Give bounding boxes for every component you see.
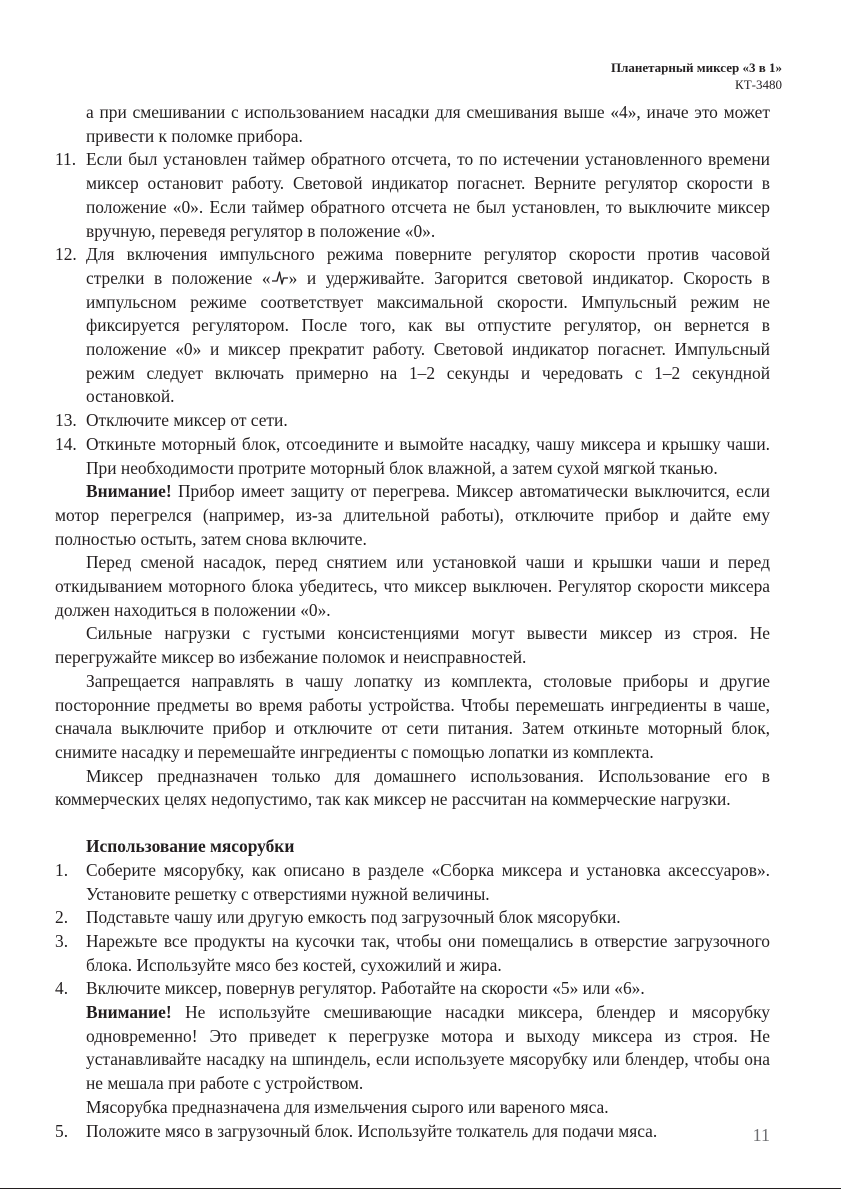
header-model: КТ-3480 <box>735 77 782 92</box>
mincer-purpose: Мясорубка предназначена для измельчения сырого или вареного мяса. <box>86 1096 609 1117</box>
item-number: 14. <box>55 433 77 454</box>
warning-label: Внимание! <box>86 1002 172 1023</box>
page-content <box>55 101 770 1143</box>
paragraph-spatula: Запрещается направлять в чашу лопатку из комплекта, столовые приборы и другие посторонние предметы во время работы устройства. Чтобы перемешать ингредиенты в чаше, сначала выключите прибор и отключите от сети питания. Затем откиньте моторный блок, снимите насадку и перемешайте ингредиенты с помощью лопатки из комплекта. <box>55 670 770 762</box>
mincer-item-5 <box>55 1120 770 1144</box>
item-text: Подставьте чашу или другую емкость под загрузочный блок мясорубки. <box>86 907 621 928</box>
item-number: 1. <box>55 859 69 880</box>
item-text: Нарежьте все продукты на кусочки так, чтобы они помещались в отверстие загрузочного блока. Используйте мясо без костей, сухожилий и жира. <box>86 930 770 975</box>
mincer-item-4 <box>55 977 770 1001</box>
item-text: Отключите миксер от сети. <box>86 410 288 431</box>
warning-label: Внимание! <box>86 481 172 502</box>
running-header <box>611 59 782 93</box>
mincer-item-1 <box>55 859 770 906</box>
item-text: Положите мясо в загрузочный блок. Используйте толкатель для подачи мяса. <box>86 1120 658 1141</box>
list-item-13 <box>55 409 770 433</box>
section-heading-mincer: Использование мясорубки <box>86 836 295 857</box>
list-item-11 <box>55 148 770 243</box>
page-number: 11 <box>752 1125 770 1145</box>
list-item-12 <box>55 243 770 409</box>
warning-text: Не используйте смешивающие насадки миксера, блендер и мясорубку одновременно! Это приведет к перегрузке мотора и выходу миксера из строя. Не устанавливайте насадку на шпиндель, если используете мясорубку или блендер, чтобы она не мешала при работе с устройством. <box>86 1002 770 1094</box>
item-text <box>86 243 770 409</box>
item-text: Включите миксер, повернув регулятор. Работайте на скорости «5» или «6». <box>86 978 645 999</box>
item-number: 2. <box>55 907 69 928</box>
mincer-item-2 <box>55 906 770 930</box>
paragraph-change-attachments: Перед сменой насадок, перед снятием или установкой чаши и крышки чаши и перед откидыванием моторного блока убедитесь, что миксер выключен. Регулятор скорости миксера должен находиться в положении «0». <box>55 552 770 620</box>
item-text-a: Для включения импульсного режима поверните регулятор скорости против часовой стрелки в положение « <box>86 244 770 288</box>
paragraph-home-use: Миксер предназначен только для домашнего использования. Использование его в коммерческих целях недопустимо, так как миксер не рассчитан на коммерческие нагрузки. <box>55 765 770 810</box>
mincer-item-3 <box>55 930 770 977</box>
paragraph-heavy-loads: Сильные нагрузки с густыми консистенциями могут вывести миксер из строя. Не перегружайте миксер во избежание поломок и неисправностей. <box>55 623 770 668</box>
item-text: Если был установлен таймер обратного отсчета, то по истечении установленного времени миксер остановит работу. Световой индикатор погаснет. Верните регулятор скорости в положение «0». Если таймер обратного отсчета не был установлен, то выключите миксер вручную, переведя регулятор в положение «0». <box>86 149 770 241</box>
item-number: 13. <box>55 410 77 431</box>
item-text: Соберите мясорубку, как описано в разделе «Сборка миксера и установка аксессуаров». Установите решетку с отверстиями нужной величины. <box>86 859 770 904</box>
item-text-b: » и удерживайте. Загорится световой индикатор. Скорость в импульсном режиме соответствует максимальной скорости. Импульсный режим не фиксируется регулятором. После того, как вы отпустите регулятор, он вернется в положение «0» и миксер прекратит работу. Световой индикатор погаснет. Импульсный режим следует включать примерно на 1–2 секунды и чередовать с 1–2 секундной остановкой. <box>86 267 770 407</box>
item-text: Откиньте моторный блок, отсоедините и вымойте насадку, чашу миксера и крышку чаши. При необходимости протрите моторный блок влажной, а затем сухой мягкой тканью. <box>86 433 770 478</box>
item-number: 11. <box>55 149 77 170</box>
pulse-icon <box>271 269 289 287</box>
header-title: Планетарный миксер «3 в 1» <box>610 60 782 75</box>
warning-text: Прибор имеет защиту от перегрева. Миксер автоматически выключится, если мотор перегрелся (например, из-за длительной работы), отключите прибор и дайте ему полностью остыть, затем снова включите. <box>55 481 770 549</box>
continued-paragraph: а при смешивании с использованием насадки для смешивания выше «4», иначе это может привести к поломке прибора. <box>86 102 770 146</box>
item-number: 4. <box>55 978 69 999</box>
list-item-14 <box>55 433 770 480</box>
item-number: 5. <box>55 1120 69 1141</box>
mincer-warning <box>55 1001 770 1096</box>
item-number: 12. <box>55 244 77 265</box>
bottom-divider <box>0 1188 841 1189</box>
item-number: 3. <box>55 930 69 951</box>
overheat-warning <box>55 480 770 551</box>
